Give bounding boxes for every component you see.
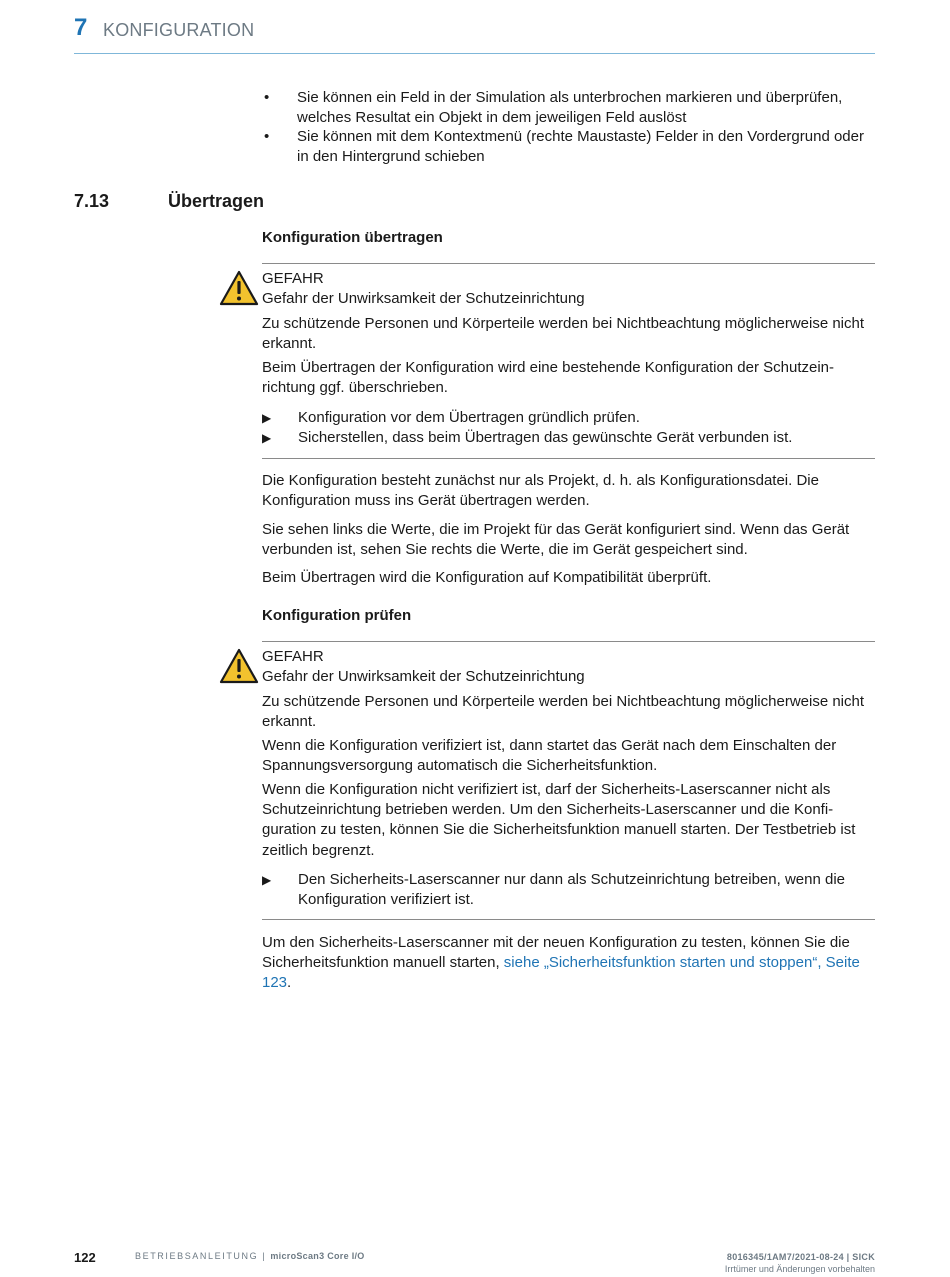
warning-paragraph: Zu schützende Personen und Körperteile werden bei Nichtbeachtung möglicherweise nicht erkannt. <box>262 693 865 731</box>
warning-triangle-icon <box>219 648 259 684</box>
warning-label: GEFAHR <box>262 270 324 287</box>
body-paragraph: Sie sehen links die Werte, die im Projekt für das Gerät konfiguriert sind. Wenn das Gerät verbunden ist, sehen Sie rechts die Werte, die im Gerät gespeichert sind. <box>262 521 850 559</box>
header-divider <box>74 53 875 54</box>
section-title: Übertragen <box>168 191 265 211</box>
footer-doc-type: BETRIEBSANLEITUNG <box>135 1251 259 1261</box>
cross-reference-link[interactable]: siehe „Sicherheitsfunktion starten und stoppen“, Seite 123 <box>262 954 860 992</box>
subheading-transfer: Konfiguration übertragen <box>262 229 443 246</box>
footer-right <box>600 1251 875 1275</box>
warning-paragraph: Beim Übertragen der Konfiguration wird eine bestehende Konfiguration der Schutzeinrichtung ggf. überschrieben. <box>262 359 835 397</box>
closing-text: Um den Sicherheits-Laserscanner mit der neuen Konfiguration zu testen, können Sie die Sicherheitsfunktion manuell starten, <box>262 934 850 972</box>
list-item-text: Sie können mit dem Kontextmenü (rechte Maustaste) Felder in den Vordergrund oder in den Hintergrund schieben <box>297 128 864 166</box>
warning-paragraph: Zu schützende Personen und Körperteile werden bei Nichtbeachtung möglicherweise nicht erkannt. <box>262 315 865 353</box>
footer-doc-ref: 8016345/1AM7/2021-08-24 | SICK <box>726 1252 875 1262</box>
warning-bottom-rule <box>262 919 875 920</box>
action-text: Konfiguration vor dem Übertragen gründlich prüfen. <box>298 409 640 426</box>
arrow-right-icon: ▶ <box>262 873 272 887</box>
warning-paragraph: Wenn die Konfiguration nicht verifiziert ist, darf der Sicherheits-Laserscanner nicht als Schutzeinrichtung betrieben werden. Um den Sicherheits-Laserscanner und die Konfiguration zu testen, können Sie die Sicherheitsfunktion manuell starten. Der Testbetrieb ist zeitlich begrenzt. <box>262 781 856 859</box>
footer-disclaimer: Irrtümer und Änderungen vorbehalten <box>724 1264 875 1274</box>
action-text: Den Sicherheits-Laserscanner nur dann als Schutzeinrichtung betreiben, wenn die Konfiguration verifiziert ist. <box>298 871 845 909</box>
footer-product: microScan3 Core I/O <box>270 1251 365 1261</box>
page-number: 122 <box>74 1250 96 1265</box>
warning-top-rule <box>262 263 875 264</box>
footer-document-title <box>135 1251 365 1261</box>
closing-paragraph <box>262 933 875 994</box>
warning-paragraph: Wenn die Konfiguration verifiziert ist, dann startet das Gerät nach dem Einschalten der Spannungsversorgung automatisch die Sicherheitsfunktion. <box>262 737 837 775</box>
subheading-check: Konfiguration prüfen <box>262 607 412 624</box>
warning-label: GEFAHR <box>262 648 324 665</box>
action-text: Sicherstellen, dass beim Übertragen das gewünschte Gerät verbunden ist. <box>298 429 793 446</box>
body-paragraph: Die Konfiguration besteht zunächst nur als Projekt, d. h. als Konfigurationsdatei. Die Konfiguration muss ins Gerät übertragen werden. <box>262 472 819 510</box>
warning-triangle-icon <box>219 270 259 306</box>
bullet-icon: • <box>264 89 270 106</box>
list-item-text: Sie können ein Feld in der Simulation als unterbrochen markieren und überprüfen, welches Resultat ein Objekt in dem jeweiligen Feld auslöst <box>297 89 843 127</box>
warning-subtitle: Gefahr der Unwirksamkeit der Schutzeinrichtung <box>262 668 585 685</box>
footer-separator: | <box>258 1251 271 1261</box>
chapter-title: KONFIGURATION <box>103 20 255 40</box>
closing-end: . <box>287 974 292 992</box>
body-paragraph: Beim Übertragen wird die Konfiguration auf Kompatibilität überprüft. <box>262 569 712 586</box>
warning-top-rule <box>262 641 875 642</box>
bullet-icon: • <box>264 128 270 145</box>
section-number: 7.13 <box>74 191 110 211</box>
arrow-right-icon: ▶ <box>262 431 272 445</box>
arrow-right-icon: ▶ <box>262 411 272 425</box>
chapter-number: 7 <box>74 14 88 41</box>
warning-subtitle: Gefahr der Unwirksamkeit der Schutzeinrichtung <box>262 290 585 307</box>
warning-bottom-rule <box>262 458 875 459</box>
